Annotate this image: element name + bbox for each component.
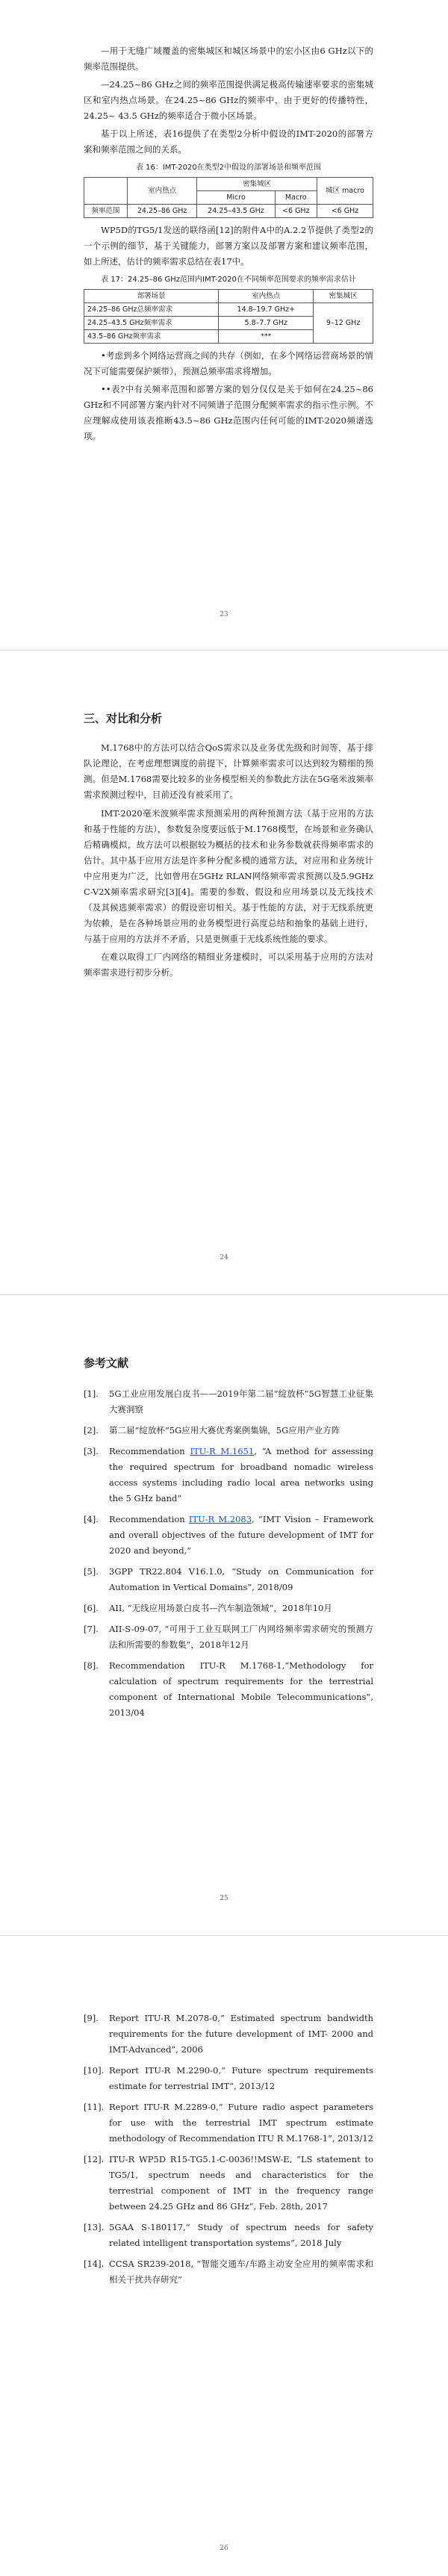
reference-text-post: , “A method for assessing the required spectrum for broadband nomadic wireless access systems including radio local area networks using the 5 GHz band” bbox=[109, 1446, 373, 1503]
reference-number: [1]. bbox=[84, 1388, 99, 1399]
reference-item bbox=[84, 1386, 373, 1418]
reference-number: [8]. bbox=[84, 1660, 99, 1671]
table-cell: 24.25–43.5 GHz频率需求 bbox=[84, 317, 219, 330]
page-number: 25 bbox=[220, 1895, 228, 1902]
paragraph: —24.25~86 GHz之间的频率范围提供满足极高传输速率要求的密集城区和室内热点场景。在24.25~86 GHz的频率中，由于更好的传播特性，24.25~ 43.5 GHz的频率适合于微小区场景。 bbox=[84, 79, 373, 121]
reference-item bbox=[84, 1564, 373, 1595]
reference-item bbox=[84, 2256, 373, 2288]
reference-number: [6]. bbox=[84, 1603, 99, 1613]
reference-item bbox=[84, 1444, 373, 1506]
section-heading: 三、对比和分析 bbox=[84, 712, 163, 725]
table-16 bbox=[84, 177, 373, 218]
reference-number: [4]. bbox=[84, 1514, 99, 1524]
table-16-caption: 表 16：IMT-2020在类型2中假设的部署场景和频率范围 bbox=[135, 164, 322, 172]
reference-item bbox=[84, 1512, 373, 1559]
paragraph: M.1768中的方法可以结合QoS需求以及业务优先级和时间等，基于排队论理论，在考虑理想调度的前提下，计算频率需求可以达到较为精细的预测。但是M.1768需要比较多的业务模型相关的参数此方法在5G毫米波频率需求预测过程中，目前还没有被采用了。 bbox=[84, 742, 373, 800]
page-4-body bbox=[84, 2011, 373, 2293]
reference-text: AII-S-09-07, “可用于工业互联网工厂内网络频率需求研究的预测方法和所需要的参数集”，2018年12月 bbox=[109, 1624, 373, 1650]
reference-number: [12]. bbox=[84, 2154, 105, 2164]
reference-item bbox=[84, 2063, 373, 2094]
reference-text bbox=[109, 1444, 373, 1506]
page-2-body bbox=[84, 710, 373, 983]
reference-item bbox=[84, 2099, 373, 2147]
reference-number: [3]. bbox=[84, 1446, 99, 1456]
reference-text: 5GAA S-180117,“ Study of spectrum needs for safety related intelligent transportation systems”, 2018 July bbox=[109, 2222, 373, 2248]
itu-r-m1651-link[interactable]: ITU-R M.1651 bbox=[190, 1446, 255, 1456]
table-header-dense: 密集城区 bbox=[197, 178, 317, 191]
table-17-caption: 表 17：24.25–86 GHz范围内IMT-2020在不同频率范围要求的频率需求估计 bbox=[101, 276, 356, 284]
page-1-body bbox=[84, 43, 373, 447]
reference-text-post: , “IMT Vision – Framework and overall objectives of the future development of IMT for 2020 and beyond,” bbox=[109, 1514, 373, 1556]
reference-item bbox=[84, 2011, 373, 2058]
table-header-macro: Macro bbox=[275, 191, 317, 205]
reference-item bbox=[84, 1601, 373, 1616]
reference-text: AII, “无线应用场景白皮书—汽车制造领域”，2018年10月 bbox=[109, 1603, 332, 1613]
reference-number: [13]. bbox=[84, 2222, 105, 2232]
table-cell bbox=[84, 178, 128, 205]
reference-text: Recommendation ITU-R M.1768-1,“Methodology for calculation of spectrum requirements for the terrestrial component of International Mobile Telecommunications”, 2013/04 bbox=[109, 1660, 373, 1718]
reference-number: [11]. bbox=[84, 2102, 105, 2112]
table-cell: 43.5–86 GHz频率需求 bbox=[84, 330, 219, 344]
reference-item bbox=[84, 1658, 373, 1721]
reference-item bbox=[84, 1423, 373, 1438]
page-3-body bbox=[84, 1355, 373, 1726]
reference-text: Report ITU-R M.2289-0,“ Future radio aspect parameters for use with the terrestrial IMT spectrum estimate methodology of Recommendation ITU R M.1768-1”, 2013/12 bbox=[109, 2102, 373, 2144]
table-17 bbox=[84, 289, 373, 344]
paragraph: IMT-2020毫米波频率需求预测采用的两种预测方法（基于应用的方法和基于性能的方法），参数复杂度要远低于M.1768模型，在场景和业务确认后精确模拟，故方法可以根据较为概括的技术和业务参数就获得频率需求的估计。其中基于应用方法是许多种分配多模的通常方法，对应用和业务统计中应用更为广泛，比如曾用在5GHz RLAN网络频率需求预测以及5.9GHz C-V2X频率需求研究[3][4]。需要的参数、假设和应用场景以及无线技术（及其候选频率需求）的假设密切相关。基于性能的方法，对于无线系统更为依赖，是在各种场景应用的业务模型进行高度总结和抽象的基础上进行，与基于应用的方法并不矛盾，只是更侧重于无线系统性能的要求。 bbox=[84, 808, 373, 944]
document-page-2 bbox=[0, 651, 448, 1294]
reference-text: ITU-R WP5D R15-TG5.1-C-0036!!MSW-E, “LS statement to TG5/1, spectrum needs and characteristics for the terrestrial component of IMT in the frequency range between 24.25 GHz and 86 GHz”, Feb. 28th, 2017 bbox=[109, 2154, 373, 2212]
table-cell: *** bbox=[219, 330, 314, 344]
paragraph: WP5D的TG5/1发送的联络函[12]的附件A中的A.2.2节提供了类型2的一个示例的细节，基于关键能力，部署方案以及部署方案和建议频率范围，如上所述，估计的频率需求总结在表17中。 bbox=[84, 225, 373, 267]
paragraph: •考虑到多个网络运营商之间的共存（例如，在多个网络运营商场景的情况下可能需要保护频带），预测总频率需求将增加。 bbox=[84, 350, 373, 376]
reference-text: 5G工业应用发展白皮书——2019年第二届“绽放杯”5G智慧工业征集大赛洞察 bbox=[109, 1388, 373, 1415]
table-header-indoor: 室内热点 bbox=[128, 178, 197, 205]
table-cell: 9–12 GHz bbox=[314, 303, 373, 344]
paragraph: 基于以上所述，表16提供了在类型2分析中假设的IMT-2020的部署方案和频率范围之间的关系。 bbox=[84, 128, 373, 155]
table-cell: 24.25–86 GHz总频率需求 bbox=[84, 303, 219, 317]
reference-text: CCSA SR239-2018, “智能交通车/车路主动安全应用的频率需求和相关干扰共存研究” bbox=[109, 2259, 373, 2285]
table-cell: <6 GHz bbox=[275, 205, 317, 218]
document-page-1 bbox=[0, 0, 448, 650]
table-cell: 24.25–86 GHz bbox=[128, 205, 197, 218]
reference-text-pre: Recommendation bbox=[109, 1446, 190, 1456]
itu-r-m2083-link[interactable]: ITU-R M.2083 bbox=[188, 1514, 252, 1524]
table-header-urban: 城区 macro bbox=[317, 178, 373, 205]
references-heading: 参考文献 bbox=[84, 1356, 129, 1370]
reference-text bbox=[109, 1512, 373, 1559]
reference-text: Report ITU-R M.2290-0,“ Future spectrum requirements estimate for terrestrial IMT”, 2013/12 bbox=[109, 2065, 373, 2091]
paragraph: —用于无缝广域覆盖的密集城区和城区场景中的宏小区由6 GHz以下的频率范围提供。 bbox=[84, 46, 373, 72]
reference-text: Report ITU-R M.2078-0,“ Estimated spectrum bandwidth requirements for the future development of IMT- 2000 and IMT-Advanced”, 2006 bbox=[109, 2013, 373, 2055]
reference-number: [9]. bbox=[84, 2013, 99, 2023]
reference-item bbox=[84, 2220, 373, 2251]
table-cell: 24.25–43.5 GHz bbox=[197, 205, 275, 218]
document-page-4 bbox=[0, 1936, 448, 2576]
reference-item bbox=[84, 2152, 373, 2215]
table-cell: 14.8–19.7 GHz+ bbox=[219, 303, 314, 317]
reference-number: [10]. bbox=[84, 2065, 105, 2076]
table-cell: 5.8–7.7 GHz bbox=[219, 317, 314, 330]
paragraph: ••表?中有关频率范围和部署方案的划分仅仅是关于如何在24.25~86 GHz和不同部署方案内针对不同频谱子范围分配频率需求的指示性示例。不应理解成使用该表推断43.5~86 GHz范围内任何可能的IMT-2020频谱选项。 bbox=[84, 384, 373, 441]
page-number: 26 bbox=[220, 2545, 228, 2552]
page-number: 23 bbox=[220, 611, 228, 618]
table-cell: <6 GHz bbox=[317, 205, 373, 218]
paragraph: 在难以取得工厂内网络的精细业务建模时，可以采用基于应用的方法对频率需求进行初步分析。 bbox=[84, 952, 373, 978]
table-header-scenario: 部署场景 bbox=[84, 290, 219, 303]
document-page-3 bbox=[0, 1295, 448, 1935]
reference-number: [7]. bbox=[84, 1624, 99, 1634]
reference-item bbox=[84, 1621, 373, 1653]
reference-text-pre: Recommendation bbox=[109, 1514, 189, 1524]
reference-text: 第二届“绽放杯”5G应用大赛优秀案例集锦，5G应用产业方阵 bbox=[109, 1425, 340, 1436]
reference-number: [5]. bbox=[84, 1566, 99, 1577]
reference-number: [14]. bbox=[84, 2259, 105, 2269]
table-header-micro: Micro bbox=[197, 191, 275, 205]
page-number: 24 bbox=[220, 1254, 228, 1261]
table-header-dense: 密集城区 bbox=[314, 290, 373, 303]
reference-number: [2]. bbox=[84, 1425, 99, 1436]
table-row-label: 频率范围 bbox=[84, 205, 128, 218]
table-header-indoor: 室内热点 bbox=[219, 290, 314, 303]
reference-text: 3GPP TR22.804 V16.1.0, “Study on Communication for Automation in Vertical Domains”, 2018/09 bbox=[109, 1566, 373, 1592]
